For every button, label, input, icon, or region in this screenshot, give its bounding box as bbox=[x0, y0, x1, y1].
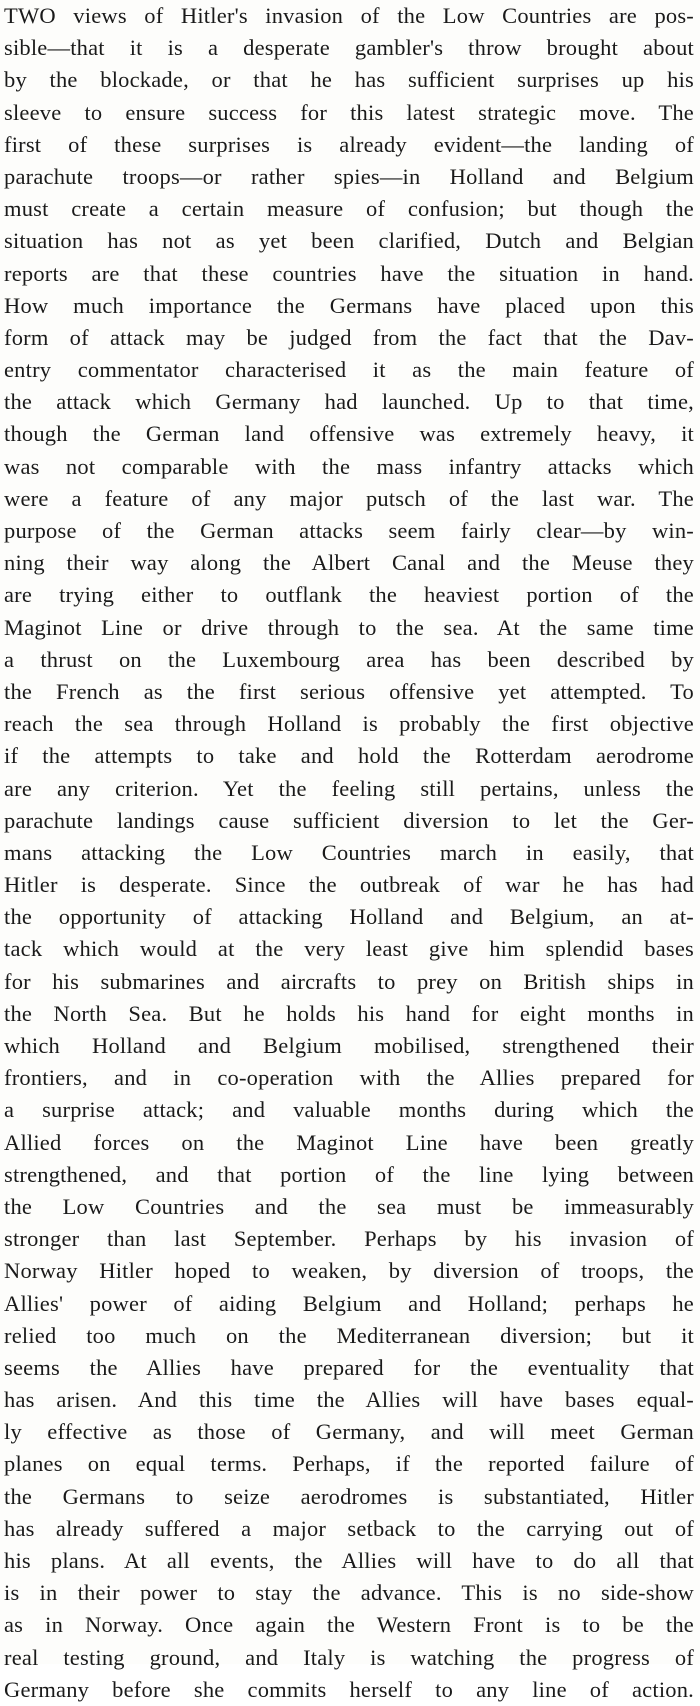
article-line: parachute troops—or rather spies—in Holland and Belgium bbox=[4, 163, 694, 189]
article-line: sible—that it is a desperate gambler's throw brought about bbox=[4, 35, 694, 61]
article-line: reach the sea through Holland is probably the first objective bbox=[4, 711, 694, 737]
article-line: his plans. At all events, the Allies will have to do all that bbox=[4, 1548, 694, 1573]
article-line: the Germans to seize aerodromes is substantiated, Hitler bbox=[4, 1483, 694, 1509]
article-line: Norway Hitler hoped to weaken, by diversion of troops, the bbox=[4, 1258, 694, 1284]
article-line: has already suffered a major setback to the carrying out of bbox=[4, 1515, 694, 1541]
article-line: the attack which Germany had launched. Up to that time, bbox=[4, 389, 694, 415]
article-line: if the attempts to take and hold the Rotterdam aerodrome bbox=[4, 743, 694, 769]
article-line: ly effective as those of Germany, and will meet German bbox=[4, 1419, 694, 1445]
article-line: Maginot Line or drive through to the sea. At the same time bbox=[4, 614, 694, 640]
article-line: by the blockade, or that he has sufficient surprises up his bbox=[4, 67, 694, 93]
article-line: the Low Countries and the sea must be immeasurably bbox=[4, 1193, 694, 1219]
article-line: Allies' power of aiding Belgium and Holland; perhaps he bbox=[4, 1290, 694, 1316]
article-line: was not comparable with the mass infantry attacks which bbox=[4, 453, 694, 479]
article-line: form of attack may be judged from the fact that the Dav- bbox=[4, 324, 694, 350]
article-line: ning their way along the Albert Canal and the Meuse they bbox=[4, 550, 694, 576]
article-line: seems the Allies have prepared for the eventuality that bbox=[4, 1354, 694, 1380]
article-line: parachute landings cause sufficient diversion to let the Ger- bbox=[4, 807, 694, 833]
article-line: planes on equal terms. Perhaps, if the reported failure of bbox=[4, 1451, 694, 1477]
article-line: though the German land offensive was extremely heavy, it bbox=[4, 421, 694, 447]
article-line: entry commentator characterised it as the main feature of bbox=[4, 357, 694, 383]
article-line: a surprise attack; and valuable months during which the bbox=[4, 1097, 694, 1123]
article-line: relied too much on the Mediterranean diversion; but it bbox=[4, 1322, 694, 1348]
article-line: for his submarines and aircrafts to prey on British ships in bbox=[4, 968, 694, 994]
article-line: frontiers, and in co-operation with the Allies prepared for bbox=[4, 1065, 694, 1091]
article-line: stronger than last September. Perhaps by his invasion of bbox=[4, 1226, 694, 1252]
article-line: sleeve to ensure success for this latest strategic move. The bbox=[4, 99, 694, 125]
article-line: first of these surprises is already evident—the landing of bbox=[4, 131, 694, 157]
article-column bbox=[4, 0, 694, 1706]
article-line: Allied forces on the Maginot Line have been greatly bbox=[4, 1129, 694, 1155]
article-line: were a feature of any major putsch of the last war. The bbox=[4, 485, 694, 511]
article-line: a thrust on the Luxembourg area has been described by bbox=[4, 646, 694, 672]
article-line: the opportunity of attacking Holland and Belgium, an at- bbox=[4, 904, 694, 930]
article-line: as in Norway. Once again the Western Front is to be the bbox=[4, 1612, 694, 1638]
article-line: Germany before she commits herself to any line of action. bbox=[4, 1676, 694, 1702]
article-line: mans attacking the Low Countries march in easily, that bbox=[4, 839, 694, 865]
article-line: the North Sea. But he holds his hand for eight months in bbox=[4, 1000, 694, 1026]
article-line: must create a certain measure of confusion; but though the bbox=[4, 196, 694, 222]
article-line: TWO views of Hitler's invasion of the Low Countries are pos- bbox=[4, 3, 694, 28]
article-line: the French as the first serious offensive yet attempted. To bbox=[4, 678, 694, 704]
article-line: which Holland and Belgium mobilised, strengthened their bbox=[4, 1033, 694, 1058]
article-line: Hitler is desperate. Since the outbreak of war he has had bbox=[4, 872, 694, 898]
article-line: purpose of the German attacks seem fairly clear—by win- bbox=[4, 518, 694, 543]
article-line: reports are that these countries have the situation in hand. bbox=[4, 260, 694, 286]
article-line: strengthened, and that portion of the line lying between bbox=[4, 1161, 694, 1187]
article-line: How much importance the Germans have placed upon this bbox=[4, 292, 694, 318]
article-line: has arisen. And this time the Allies will have bases equal- bbox=[4, 1387, 694, 1413]
article-line: are any criterion. Yet the feeling still pertains, unless the bbox=[4, 775, 694, 801]
article-line: real testing ground, and Italy is watching the progress of bbox=[4, 1644, 694, 1670]
article-line: is in their power to stay the advance. This is no side-show bbox=[4, 1580, 694, 1606]
article-line: situation has not as yet been clarified, Dutch and Belgian bbox=[4, 228, 694, 254]
article-line: are trying either to outflank the heaviest portion of the bbox=[4, 582, 694, 608]
article-line: tack which would at the very least give him splendid bases bbox=[4, 936, 694, 962]
